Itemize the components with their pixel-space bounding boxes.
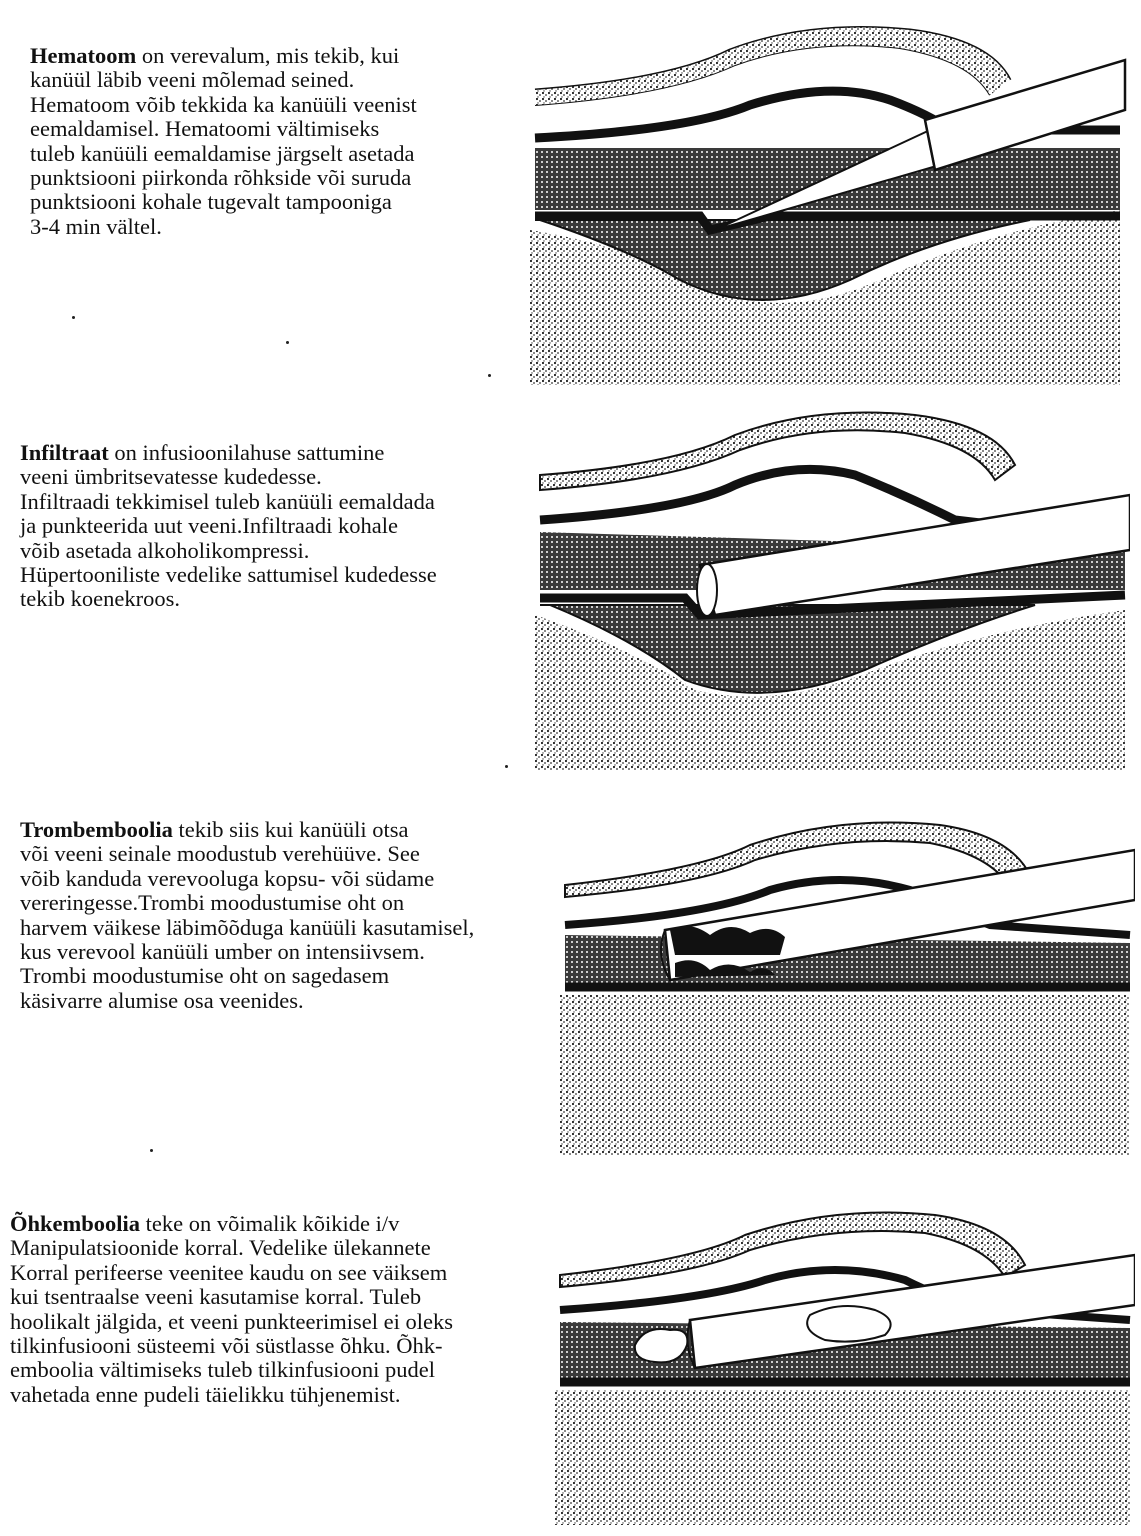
scan-dot [150, 1149, 153, 1152]
scan-dot [286, 341, 289, 344]
scan-dot [488, 374, 491, 377]
air-embolism-illustration [555, 1200, 1135, 1530]
hematoma-paragraph: Hematoom on verevalum, mis tekib, kui kanüül läbib veeni mõlemad seined. Hematoom võib tekkida ka kanüüli veenist eemaldamisel. Hematoomi vältimiseks tuleb kanüüli eemaldamise järgselt asetada punktsiooni piirkonda rõhkside või suruda punktsiooni kohale tugevalt tampooniga 3-4 min vältel. [30, 43, 417, 239]
hematoma-illustration [530, 20, 1130, 390]
infiltration-paragraph: Infiltraat on infusioonilahuse sattumine veeni ümbritsevatesse kudedesse. Infiltraadi tekkimisel tuleb kanüüli eemaldada ja punkteerida uut veeni.Infiltraadi kohale võib asetada alkoholikompressi. Hüpertooniliste vedelike sattumisel kudedesse tekib koenekroos. [20, 440, 437, 612]
hematoma-term: Hematoom [30, 43, 137, 68]
thrombembolism-term: Trombemboolia [20, 817, 173, 842]
infiltration-illustration [535, 400, 1130, 775]
thrombembolism-illustration [560, 815, 1135, 1160]
scan-dot [505, 765, 508, 768]
scan-dot [72, 316, 75, 319]
infiltration-term: Infiltraat [20, 440, 109, 465]
thrombembolism-paragraph: Trombemboolia tekib siis kui kanüüli otsa või veeni seinale moodustub verehüüve. See võib kanduda verevooluga kopsu- või südame vereringesse.Trombi moodustumise oht on harvem väikese läbimõõduga kanüüli kasutamisel, kus verevool kanüüli umber on intensiivsem. Trombi moodustumise oht on sagedasem käsivarre alumise osa veenides. [20, 817, 475, 1013]
air-embolism-paragraph: Õhkemboolia teke on võimalik kõikide i/v Manipulatsioonide korral. Vedelike ülekannete Korral perifeerse veenitee kaudu on see väiksem kui tsentraalse veeni kasutamise korral. Tuleb hoolikalt jälgida, et veeni punkteerimisel ei oleks tilkinfusiooni süsteemi või süstlasse õhku. Õhk- emboolia vältimiseks tuleb tilkinfusiooni pudel vahetada enne pudeli täielikku tühjenemist. [10, 1211, 454, 1407]
air-embolism-term: Õhkemboolia [10, 1211, 141, 1236]
